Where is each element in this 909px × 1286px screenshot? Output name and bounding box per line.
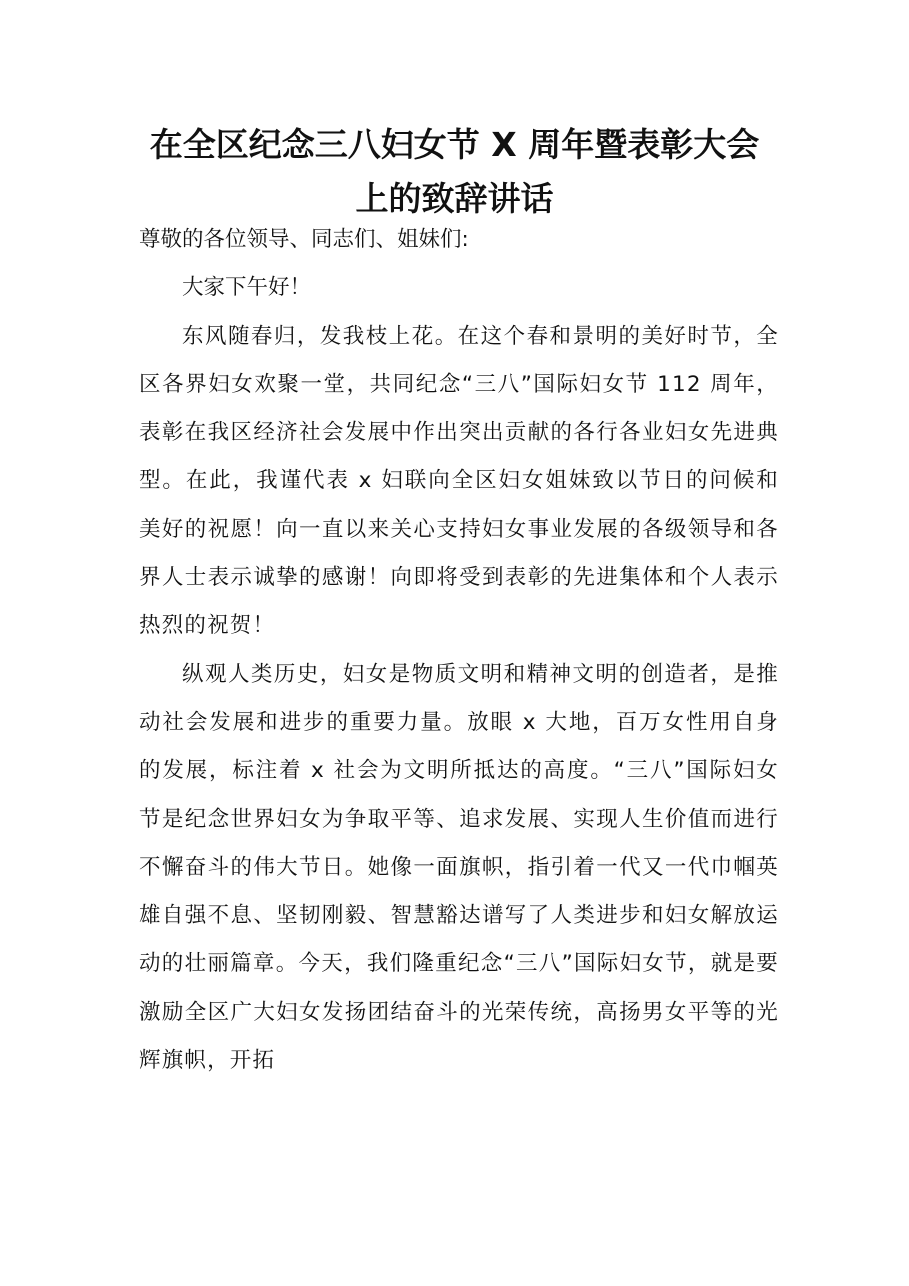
paragraph-1: 东风随春归，发我枝上花。在这个春和景明的美好时节，全区各界妇女欢聚一堂，共同纪念“三八”国际妇女节 112 周年，表彰在我区经济社会发展中作出突出贡献的各行各业妇女先进典型。在此，我谨代表 x 妇联向全区妇女姐妹致以节日的问候和美好的祝愿！向一直以来关心支持妇女事业发展的各级领导和各界人士表示诚挚的感谢！向即将受到表彰的先进集体和个人表示热烈的祝贺！ (139, 323, 779, 639)
greeting: 大家下午好！ (182, 275, 312, 301)
title-line-1: 在全区纪念三八妇女节 X 周年暨表彰大会 (149, 125, 760, 164)
paragraph-2: 纵观人类历史，妇女是物质文明和精神文明的创造者，是推动社会发展和进步的重要力量。放眼 x 大地，百万女性用自身的发展，标注着 x 社会为文明所抵达的高度。“三八”国际妇女节是纪念世界妇女为争取平等、追求发展、实现人生价值而进行不懈奋斗的伟大节日。她像一面旗帜，指引着一代又一代巾帼英雄自强不息、坚韧刚毅、智慧豁达谱写了人类进步和妇女解放运动的壮丽篇章。今天，我们隆重纪念“三八”国际妇女节，就是要激励全区广大妇女发扬团结奋斗的光荣传统，高扬男女平等的光辉旗帜，开拓 (139, 661, 779, 1074)
salutation: 尊敬的各位领导、同志们、姐妹们: (139, 227, 469, 252)
document-title (100, 118, 809, 226)
document-body (139, 216, 779, 1085)
title-line-2: 上的致辞讲话 (355, 179, 554, 218)
